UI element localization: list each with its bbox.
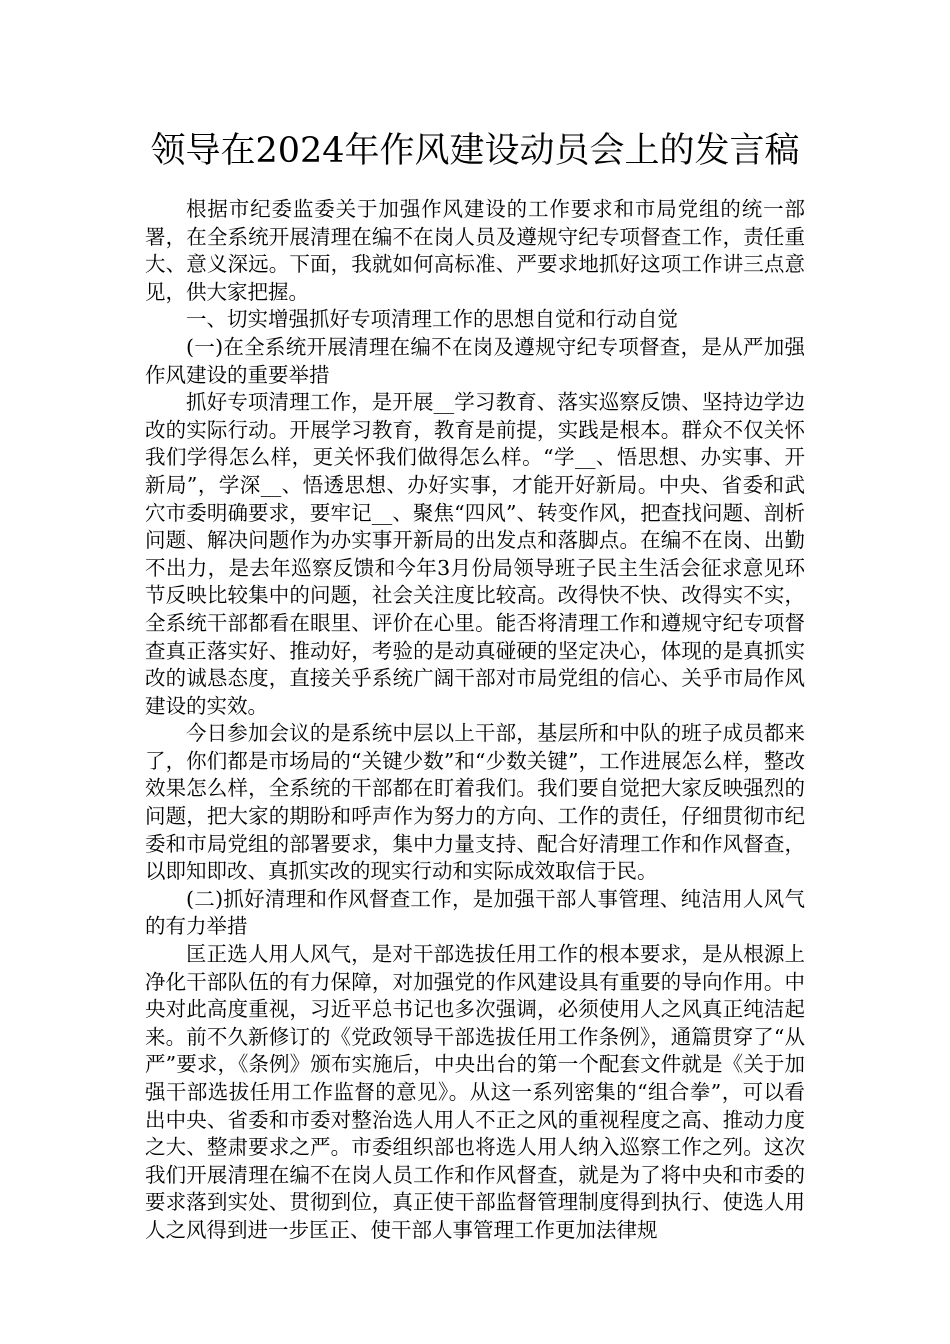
paragraph-body-3: 匡正选人用人风气，是对干部选拔任用工作的根本要求，是从根源上净化干部队伍的有力保障，对加强党的作风建设具有重要的导向作用。中央对此高度重视，习近平总书记也多次强调，必须使用人之风真正纯洁起来。前不久新修订的《党政领导干部选拔任用工作条例》，通篇贯穿了“从严”要求，《条例》颁布实施后，中央出台的第一个配套文件就是《关于加强干部选拔任用工作监督的意见》。从这一系列密集的“组合拳”，可以看出中央、省委和市委对整治选人用人不正之风的重视程度之高、推动力度之大、整肃要求之严。市委组织部也将选人用人纳入巡察工作之列。这次我们开展清理在编不在岗人员工作和作风督查，就是为了将中央和市委的要求落到实处、贯彻到位，真正使干部监督管理制度得到执行、使选人用人之风得到进一步匡正、使干部人事管理工作更加法律规 — [145, 942, 805, 1242]
subsection-heading-2: (二)抓好清理和作风督查工作，是加强干部人事管理、纯洁用人风气的有力举措 — [145, 886, 805, 939]
document-title: 领导在2024年作风建设动员会上的发言稿 — [150, 131, 800, 171]
paragraph-body-2: 今日参加会议的是系统中层以上干部，基层所和中队的班子成员都来了，你们都是市场局的“关键少数”和“少数关键”，工作进展怎么样，整改效果怎么样，全系统的干部都在盯着我们。我们要自觉把大家反映强烈的问题，把大家的期盼和呼声作为努力的方向、工作的责任，仔细贯彻市纪委和市局党组的部署要求，集中力量支持、配合好清理工作和作风督查，以即知即改、真抓实改的现实行动和实际成效取信于民。 — [145, 721, 805, 884]
paragraph-body-1: 抓好专项清理工作，是开展__学习教育、落实巡察反馈、坚持边学边改的实际行动。开展学习教育，教育是前提，实践是根本。群众不仅关怀我们学得怎么样，更关怀我们做得怎么样。“学__、悟思想、办实事、开新局”，学深__、悟透思想、办好实事，才能开好新局。中央、省委和武穴市委明确要求，要牢记__、聚焦“四风”、转变作风，把查找问题、剖析问题、解决问题作为办实事开新局的出发点和落脚点。在编不在岗、出勤不出力，是去年巡察反馈和今年3月份局领导班子民主生活会征求意见环节反映比较集中的问题，社会关注度比较高。改得快不快、改得实不实，全系统干部都看在眼里、评价在心里。能否将清理工作和遵规守纪专项督查真正落实好、推动好，考验的是动真碰硬的坚定决心，体现的是真抓实改的诚恳态度，直接关乎系统广阔干部对市局党组的信心、关乎市局作风建设的实效。 — [145, 390, 805, 718]
document-page — [145, 0, 805, 1344]
section-heading-1: 一、切实增强抓好专项清理工作的思想自觉和行动自觉 — [186, 307, 678, 332]
paragraph-intro: 根据市纪委监委关于加强作风建设的工作要求和市局党组的统一部署，在全系统开展清理在编不在岗人员及遵规守纪专项督查工作，责任重大、意义深远。下面，我就如何高标准、严要求地抓好这项工作讲三点意见，供大家把握。 — [145, 197, 805, 304]
document-body — [145, 196, 805, 1245]
subsection-heading-1: (一)在全系统开展清理在编不在岗及遵规守纪专项督查，是从严加强作风建设的重要举措 — [145, 334, 805, 387]
